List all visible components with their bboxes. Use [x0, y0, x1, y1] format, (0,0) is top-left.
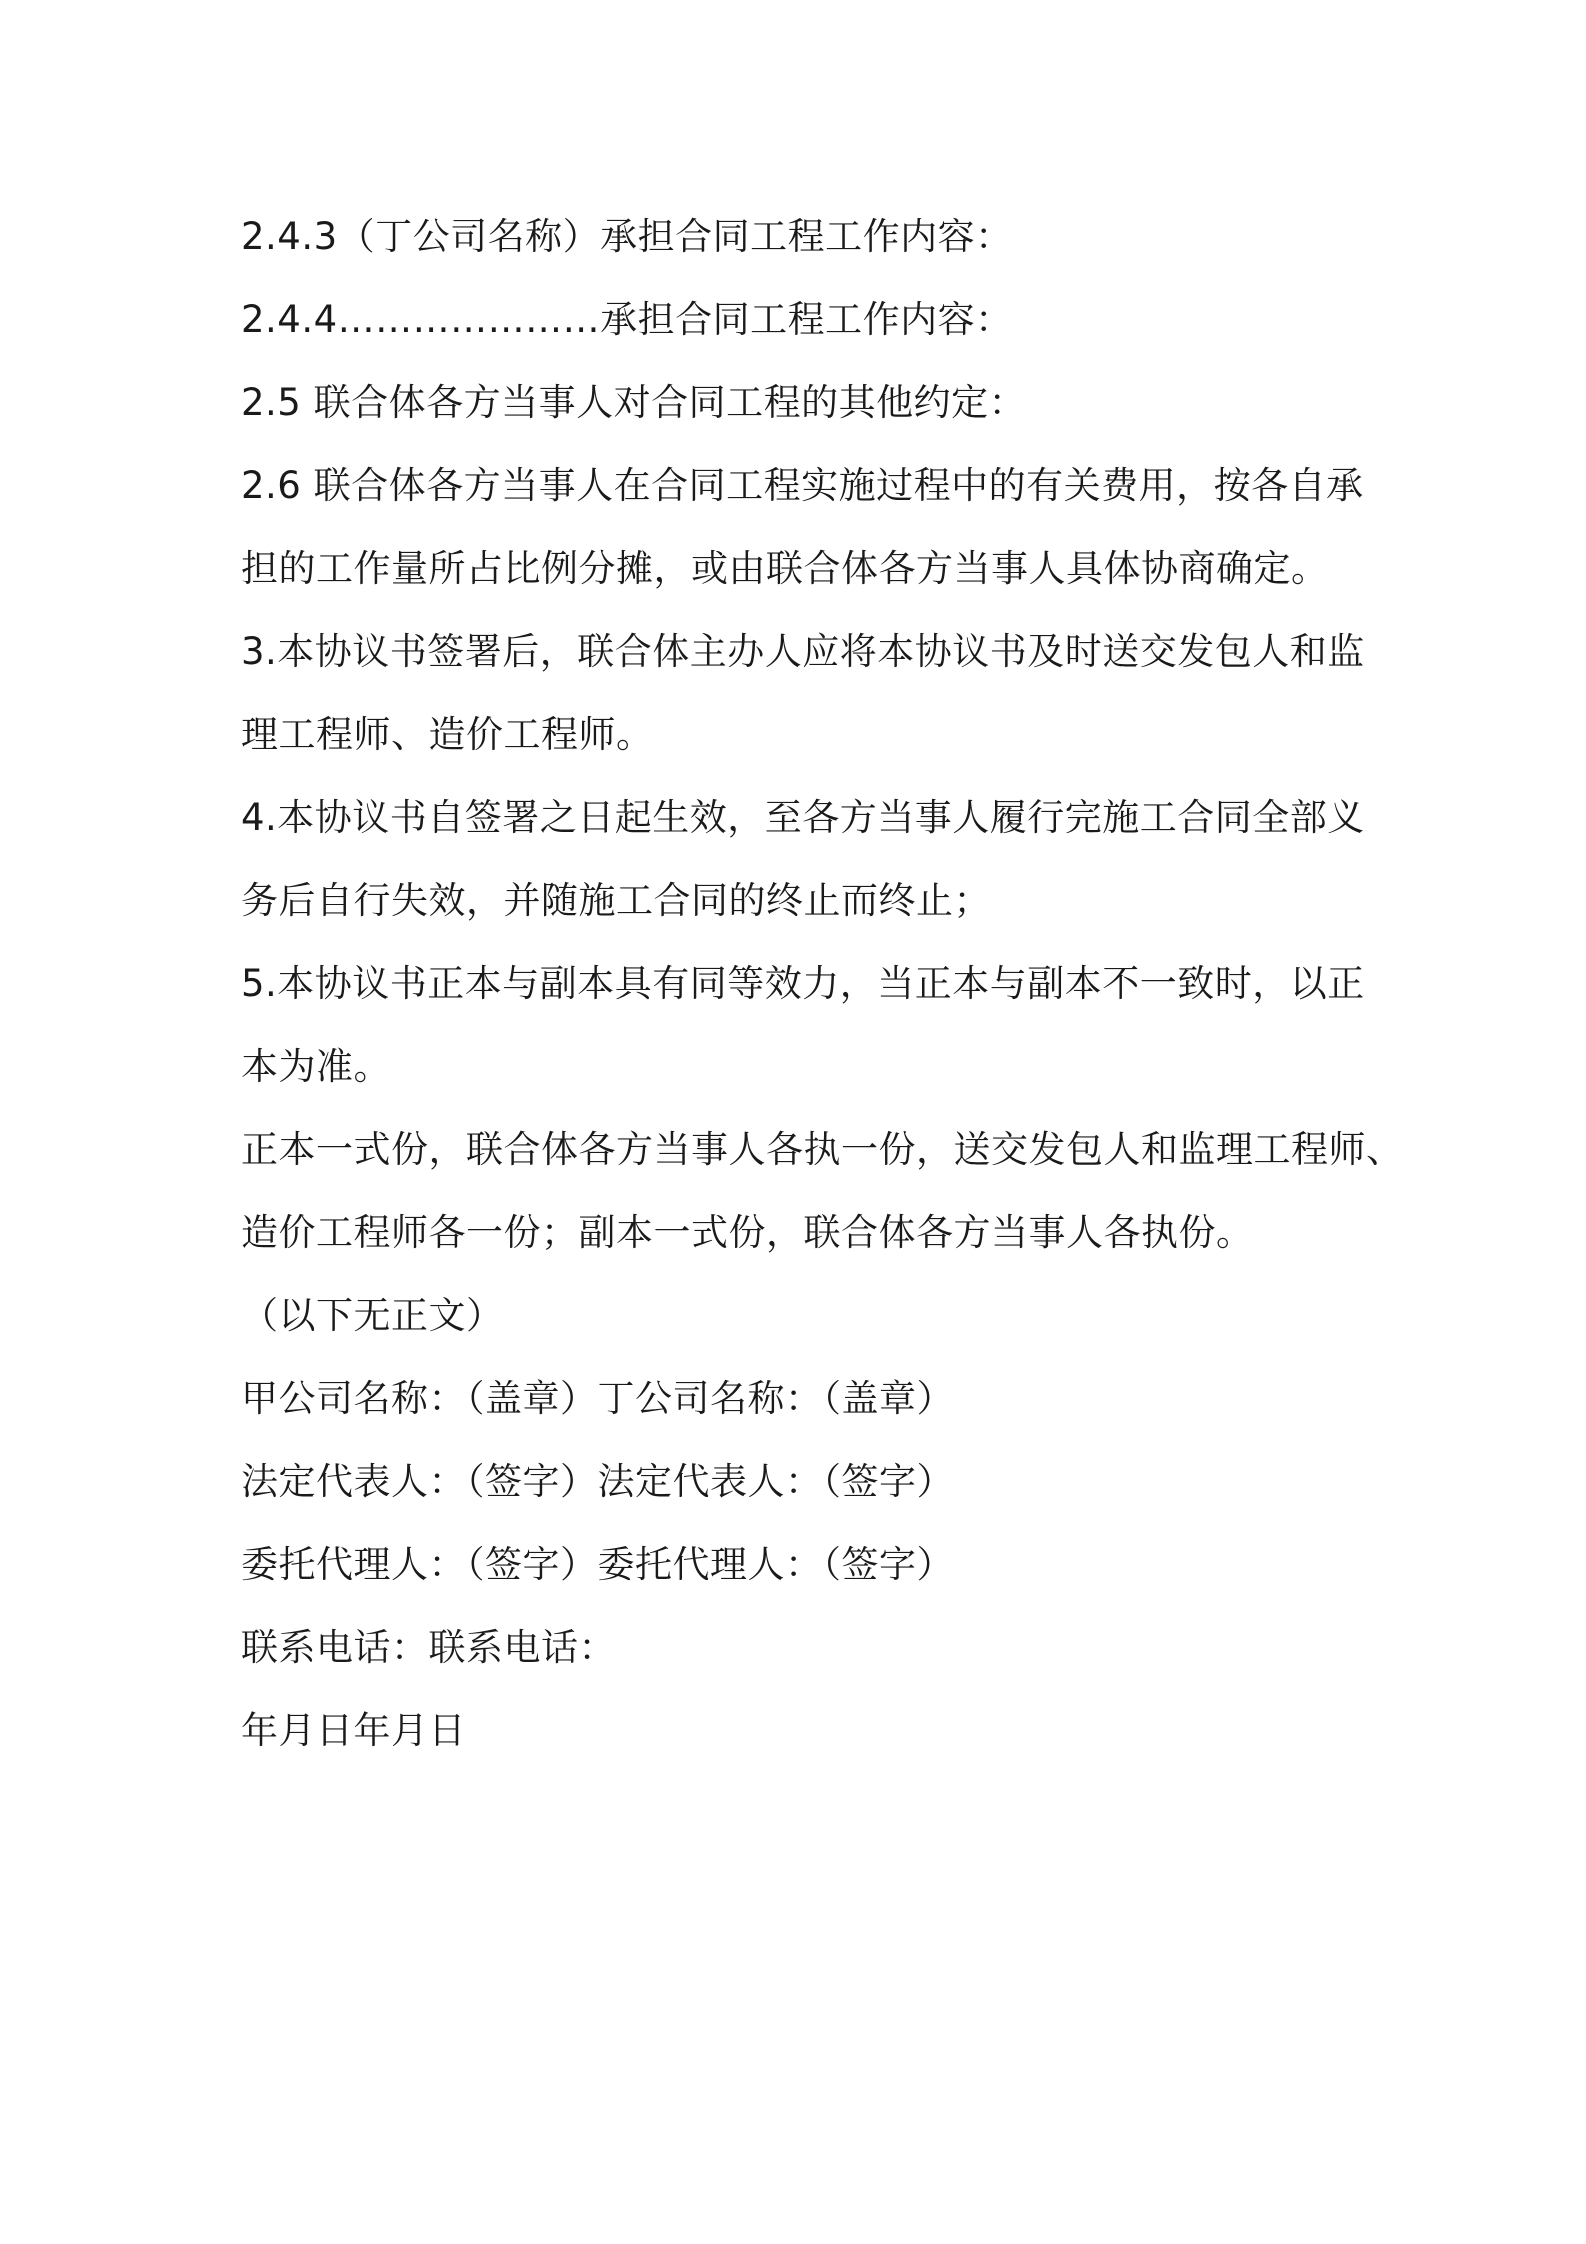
clause-2-6-line-1: 2.6 联合体各方当事人在合同工程实施过程中的有关费用，按各自承	[241, 464, 1364, 507]
clause-4-line-1: 4.本协议书自签署之日起生效，至各方当事人履行完施工合同全部义	[241, 796, 1365, 839]
signature-authorized-agents: 委托代理人：（签字）委托代理人：（签字）	[241, 1543, 954, 1586]
copies-line-1: 正本一式份，联合体各方当事人各执一份，送交发包人和监理工程师、	[241, 1128, 1404, 1171]
clause-5-line-2: 本为准。	[241, 1045, 391, 1088]
signature-phone-numbers: 联系电话：联系电话：	[241, 1626, 616, 1669]
clause-2-6-line-2: 担的工作量所占比例分摊，或由联合体各方当事人具体协商确定。	[241, 547, 1329, 590]
document-body	[241, 195, 1404, 1772]
clause-2-5: 2.5 联合体各方当事人对合同工程的其他约定：	[241, 381, 1027, 424]
signature-legal-representatives: 法定代表人：（签字）法定代表人：（签字）	[241, 1460, 954, 1503]
clause-2-4-3: 2.4.3（丁公司名称）承担合同工程工作内容：	[241, 215, 1013, 258]
clause-3-line-2: 理工程师、造价工程师。	[241, 713, 654, 756]
clause-3-line-1: 3.本协议书签署后，联合体主办人应将本协议书及时送交发包人和监	[241, 630, 1365, 673]
clause-2-4-4: 2.4.4…………………承担合同工程工作内容：	[241, 298, 1013, 341]
signature-company-names: 甲公司名称：（盖章）丁公司名称：（盖章）	[241, 1377, 954, 1420]
copies-line-2: 造价工程师各一份；副本一式份，联合体各方当事人各执份。	[241, 1211, 1254, 1254]
clause-4-line-2: 务后自行失效，并随施工合同的终止而终止；	[241, 879, 991, 922]
clause-5-line-1: 5.本协议书正本与副本具有同等效力，当正本与副本不一致时，以正	[241, 962, 1365, 1005]
end-of-text-note: （以下无正文）	[241, 1294, 504, 1337]
signature-dates: 年月日年月日	[241, 1709, 466, 1752]
